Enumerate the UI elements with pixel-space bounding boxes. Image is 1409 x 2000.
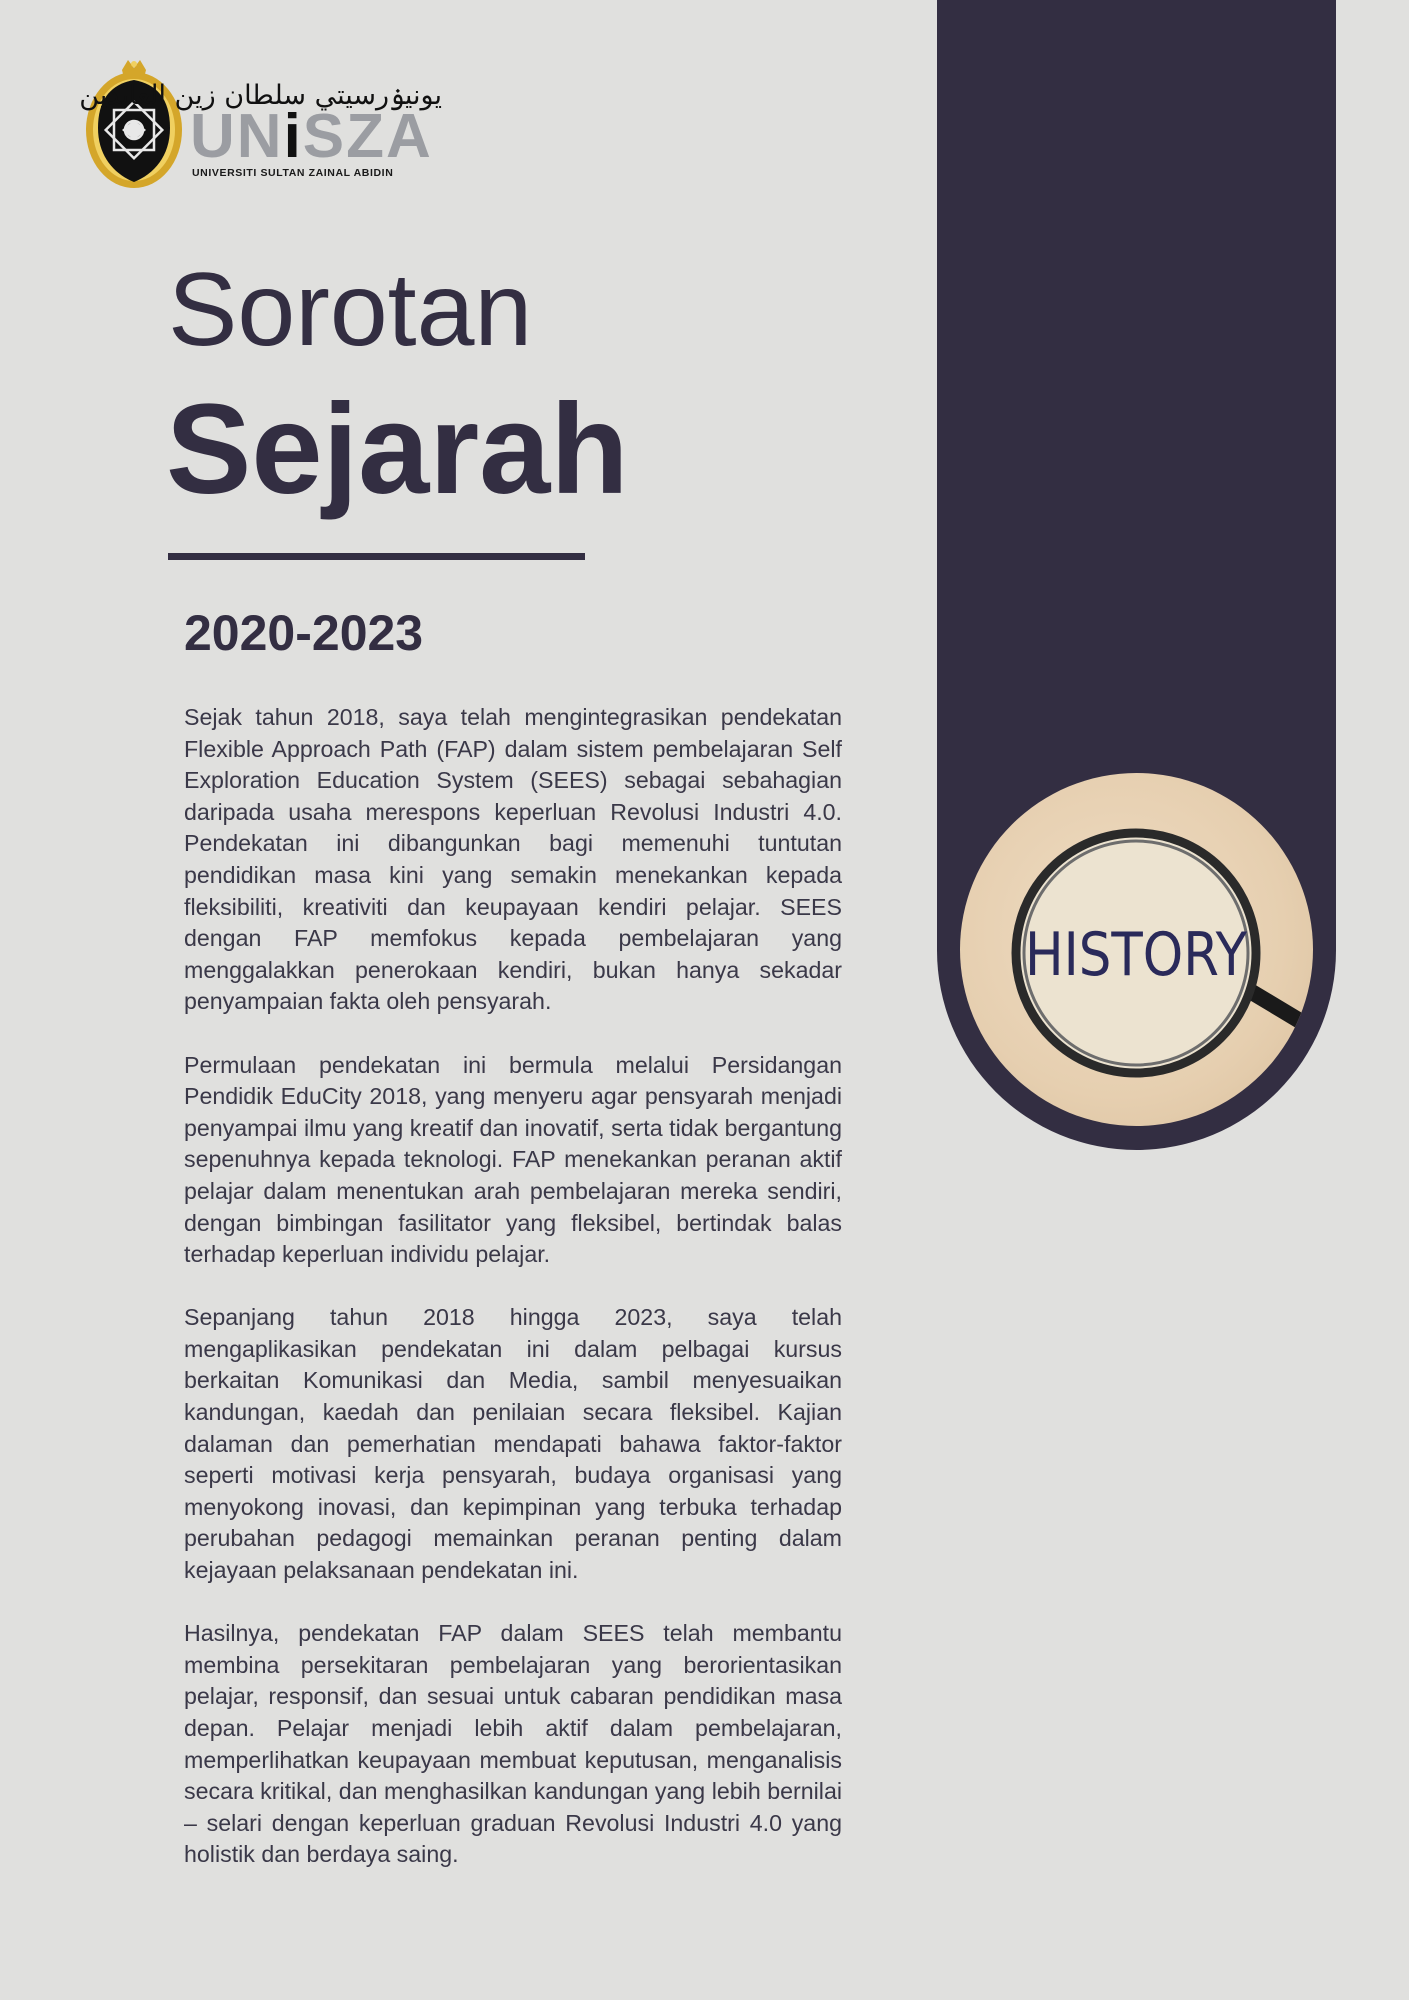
paragraph-2: Permulaan pendekatan ini bermula melalui Persidangan Pendidik EduCity 2018, yang menyeru agar pensyarah menjadi penyampai ilmu yang kreatif dan inovatif, serta tidak bergantung sepenuhnya kepada teknologi. FAP menekankan peranan aktif pelajar dalam menentukan arah pembelajaran mereka sendiri, dengan bimbingan fasilitator yang fleksibel, bertindak balas terhadap keperluan individu pelajar. [184,1051,842,1268]
unisza-logo [79,58,444,193]
logo-wordmark [190,102,433,172]
title-divider [168,553,585,560]
history-word: HISTORY [1025,920,1248,990]
logo-subtitle: UNIVERSITI SULTAN ZAINAL ABIDIN [192,167,394,179]
paragraph-1: Sejak tahun 2018, saya telah mengintegrasikan pendekatan Flexible Approach Path (FAP) dalam sistem pembelajaran Self Exploration Education System (SEES) sebagai sebahagian daripada usaha merespons keperluan Revolusi Industri 4.0. Pendekatan ini dibangunkan bagi memenuhi tuntutan pendidikan masa kini yang semakin menekankan kepada fleksibiliti, kreativiti dan keupayaan kendiri pelajar. SEES dengan FAP memfokus kepada pembelajaran yang menggalakkan penerokaan kendiri, bukan hanya sekadar penyampaian fakta oleh pensyarah. [184,704,842,1015]
logo-arabic-text: يونيۏرسيتي سلطان زين العابدين [79,80,442,111]
magnifier-icon [960,773,1313,1126]
paragraph-4: Hasilnya, pendekatan FAP dalam SEES telah membantu membina persekitaran pembelajaran yang berorientasikan pelajar, responsif, dan sesuai untuk cabaran pendidikan masa depan. Pelajar menjadi lebih aktif dalam pembelajaran, memperlihatkan keupayaan membuat keputusan, menganalisis secara kritikal, dan menghasilkan kandungan yang lebih bernilai – selari dengan keperluan graduan Revolusi Industri 4.0 yang holistik dan berdaya saing. [184,1620,842,1868]
logo-wordmark-prefix: UN [190,102,284,171]
logo-wordmark-i: i [283,102,303,171]
year-range: 2020-2023 [184,605,424,661]
title-line-1: Sorotan [168,252,533,368]
university-crest-icon [84,58,184,193]
body-text [184,702,842,1903]
history-magnifier-photo [960,773,1313,1126]
logo-wordmark-suffix: SZA [302,102,433,171]
title-line-2: Sejarah [166,378,629,521]
paragraph-3: Sepanjang tahun 2018 hingga 2023, saya telah mengaplikasikan pendekatan ini dalam pelbagai kursus berkaitan Komunikasi dan Media, sambil menyesuaikan kandungan, kaedah dan penilaian secara fleksibel. Kajian dalaman dan pemerhatian mendapati bahawa faktor-faktor seperti motivasi kerja pensyarah, budaya organisasi yang menyokong inovasi, dan kepimpinan yang terbuka terhadap perubahan pedagogi memainkan peranan penting dalam kejayaan pelaksanaan pendekatan ini. [184,1304,842,1584]
